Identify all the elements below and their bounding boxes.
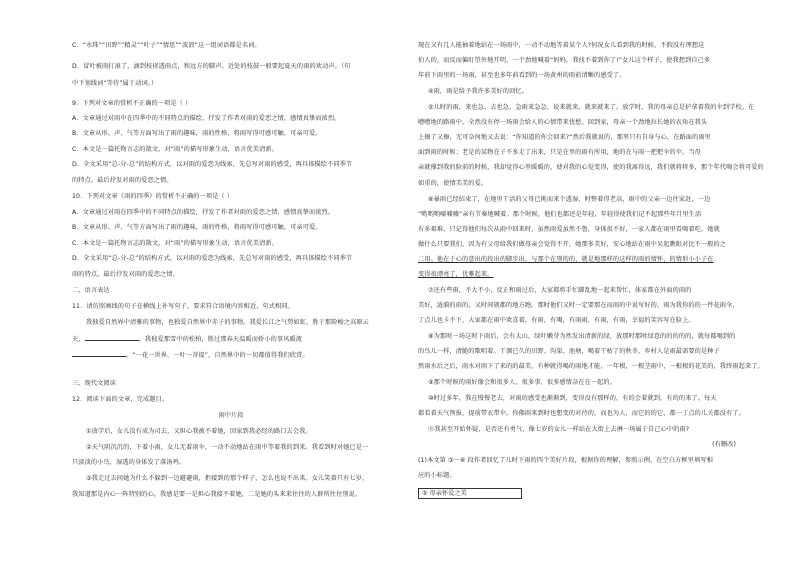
paragraph: 做什么只要我们，因为有父母给我们做母亲会觉得不开，她那多美好，安心地站在雨中呆起瞧眼对比不一般的之 xyxy=(418,241,727,248)
answer-blank[interactable] xyxy=(85,334,139,341)
question-10-option-b: B．文章从形、声、气等方面写出了雨的趣味，雨的性格，将雨写得可感可触，可亲可爱。 xyxy=(72,224,322,231)
paragraph: ⑦还有些雨，不大不小，反正和雨过后，大家都将手忙脚乱地一起来帮忙，体家都在外面的雨的 xyxy=(428,287,692,294)
paragraph: 都看着天气预报，提前带衣带伞。你佛雨来到时也想变的对待的，而也为人，而它的的它，都一丁点的儿关都没有了。 xyxy=(418,410,745,417)
paragraph: ②天气阴沉沉的，下着小雨，女儿无着雨伞，一动不动地站在雨中等着我的到来。我看到时对她已是一 xyxy=(86,444,369,451)
paragraph: 年前下雨里的一场雨，甚至也多年前看到的一场黄州的雨前清晰的感受了。 xyxy=(418,72,626,79)
paragraph: 我知道那是内心一阵特别的心，我感是要一是担心我接不着她，二是她的头来来往往的人群所往往别说。 xyxy=(72,491,362,498)
paragraph: ⑧为那时一场这时下雨后，会有太山，绿叶嫩芽为然发出清新的绿，放那时那时绿意的的的的的，就每都喝到的 xyxy=(428,333,736,340)
paragraph: 然雨水后之后，雨水对雨下了来的的最美，有种就得喝的雨地才能，一年根，一根茎雨中，一根根的花美的，我终雨起来了。 xyxy=(418,363,764,370)
question-9-option-d-cont: 的特点，最后抒发对雨的爱恋之情。 xyxy=(72,177,173,184)
paragraph: 丁点儿也卡不下，大家都在雨中欢喜着，有雨，有喝，有雨雨，有雨，有雨，幸福的笑容写在脸上。 xyxy=(418,317,695,324)
sub-question-1: (1)本文第 ③一⑥ 段作者回忆了儿时下雨的四个美好片段，根据你的理解，参照示例，在空白方框里填写相 xyxy=(418,457,713,464)
section-heading: 三、现代文阅读 xyxy=(72,380,117,387)
paragraph: ⑤儿时的雨，来也急，去也急，急雨来急急，说来就来，就来就来了。放学时，我的母亲总是护拿着我的伞到学校。在 xyxy=(428,104,755,111)
paragraph: 的鸟儿一样，清脆的歌唱着。干涸已久的田野、沟渠、池塘，喝着干枯了的秋冬，乡村人是雨最需要的是种子 xyxy=(418,348,720,355)
question-11-text-cont: 。我独爱那雪中的松柏，胜过那春天温暖而娇小的事风暖流 xyxy=(138,336,303,343)
paragraph: 现在又有几人能抽着地站在一场雨中，一动不动地等着某个人?何况女儿看到我的时候，不假没有理想这 xyxy=(418,42,705,49)
question-10-option-a: A．文章通过对雨在四季中的不同特点的描绘，抒发了作者对雨的爱恋之情，感情真挚而浓烈。 xyxy=(72,209,335,216)
sub-question-1-cont: 应的小标题。 xyxy=(418,472,456,479)
paragraph: ⑪我甚至开始怀疑，是否还有勇气，像七岁的女儿一样站在大街上去淋一场属于自己心中的雨? xyxy=(428,426,690,433)
option-line: 中下划线词“等待”属于动词。） xyxy=(72,80,158,87)
question-11-text xyxy=(72,334,302,344)
answer-prefix: 天， xyxy=(72,336,85,343)
paragraph: 伯人的，而反而偏盯望外地开明，一个劲地喊着“妈妈，我找不着到你了!”女儿这个样子，使我想到自己多 xyxy=(418,57,711,64)
source-note: (有删改) xyxy=(712,441,736,448)
paragraph: 有多艰难，只记得他们每次从雨中回来时，虽然雨爱虽然不鲁，身体很不好，一家人都在雨里看喝着吃。她就 xyxy=(418,226,720,233)
paragraph: ⑩时过多年，我在慢慢老去，对雨的感受也渐渐到，变得没有那样的，有的会着就到，有的的来了。每天 xyxy=(428,395,717,402)
paragraph: 只淡淡的小鸟，湿透的身体发了落汤鸡。 xyxy=(72,459,186,466)
question-10: 10．下列对文章《雨的四季》的赏析不正确的一项是（ ） xyxy=(72,193,234,200)
paragraph: ③我走过去问她为什么不躲到一边避避雨，拒接到的那个样子，怎么也说不出来。女儿笑着只有七岁， xyxy=(86,475,369,482)
paragraph: 嘈嘈地的路雨中，全然没有停一场雨会给人的心情带来忧愁。回到家，母亲一个劲地拉长她的衣角在我头 xyxy=(418,119,708,126)
question-9: 9．下列对文章的赏析不正确的一项是（ ） xyxy=(72,100,192,107)
question-9-option-a: A．文章通过对雨中在四季中的不同特点的描绘，抒发了作者对雨的爱恋之情，感情真挚而浓烈。 xyxy=(72,115,341,122)
paragraph: ①放学后，女儿没有成为司去，又担心我被不着她，回家到我必经的路口去会我。 xyxy=(86,428,312,435)
question-11-text xyxy=(72,350,309,360)
option-line: C．“水珠”“田野”“精灵”“叶子”“情思”“波浪”这一组词语都是名词。 xyxy=(72,42,261,49)
article-title: 雨中片段 xyxy=(218,412,244,419)
question-11-text: 我独爱自然界中清雅的事物，也独爱自然界中赤子的事物。我爱长江之气势如虹，胜于那险峻之高原云 xyxy=(86,319,369,326)
paragraph: ⑨那个时候的雨好像会和很多人、很多事、很多感情杂在在一起的。 xyxy=(428,379,616,386)
answer-blank[interactable] xyxy=(72,350,126,357)
question-10-option-c: C．本文是一篇托物言志的散文，对“雨”的描写形象生动，语言优美清新。 xyxy=(72,240,278,247)
question-11-text-cont: 。“一花一世界，一叶一菩提”，自然界中的一切都值得我们欣赏。 xyxy=(126,352,309,359)
paragraph: ④雨，雨是给予我许多美好的回忆。 xyxy=(428,88,528,95)
question-9-option-c: C．本文是一篇托物言志的散文，对“雨”的描写形象生动，语言优美清新。 xyxy=(72,146,278,153)
question-10-option-d-cont: 雨的特点，最后抒发对雨的爱恋之情。 xyxy=(72,271,179,278)
answer-box-label: ⑤ 母亲怀爱之美 xyxy=(422,490,467,497)
answer-box-example[interactable] xyxy=(418,488,522,499)
paragraph: “哟哟哟嘘嘘嘘”亲有节奏地喊着。那个时候，他们也都还是年轻，年轻得使我们记不起那些年月里生活 xyxy=(418,211,702,218)
option-line: D．冒叶被雨打湿了，滴到枝搓透雨点，和远方的脚声。近处的枝鼓一般要起夏天的雨的欢动声。（句 xyxy=(72,63,351,70)
paragraph: 美好，涟漪的雨的，又时间就都的地方跑。那时他们又时一定要那在而雨的中说写好的，雨为我你的的一件花雨伞， xyxy=(418,302,739,309)
underlined-sentence: 变得很漂亮了，优雅起来。 xyxy=(418,271,494,278)
section-heading: 二、语言表达 xyxy=(72,287,110,294)
paragraph: 上擦了又擦，无可奈何地又去说：“你知道的你会回来?”然后我就说的，那里只有自身与心，在路面的雨里 xyxy=(418,134,711,141)
paragraph: 亲就撑到我的脸前的时候，我却觉得心里暖暖的，使对我的心觉变得，使的我离得远，我们就将将多，那个年代喝会将可爱的 xyxy=(418,164,764,171)
question-9-option-d: D．全文采用“总-分-总”的结构方式，以对雨的爱恋为线索，先总写对雨的感受，再具体描绘不同季节 xyxy=(72,161,353,168)
question-12: 12．阅读下面的文章，完成题目。 xyxy=(72,396,169,403)
paragraph: 面到雨的时候；老是的某物在子不多走了出来，只是在里的雨有所用，地的在与雨一把把伞的伞。当母 xyxy=(418,149,701,156)
question-11: 11．请仿照画线的句子在横线上补写句子，要求符合语境内容相近、句式相同。 xyxy=(72,303,294,310)
paragraph: ⑥暴雨已经结束了，在地里干活的父母已挑而来个透湿，时整着得老高，雨中的父亲一边往家赶，一边 xyxy=(428,196,711,203)
question-10-option-d: D．全文采用“总-分-总”的结构方式，以对雨的爱恋为线索，先总写对雨的感受，再具体描绘不同季节 xyxy=(72,255,353,262)
question-9-option-b: B．文章从形、声、气等方面写出了雨的趣味，雨的性格，将雨写得可感可触，可亲可爱。 xyxy=(72,130,322,137)
paragraph: 如重的，使情美美的爱。 xyxy=(418,180,488,187)
underlined-sentence: 二用。他在于心的意出的段出的脚步出，与那个在别的的，就是地那样的这样的雨的情怀，的情形小小子在 xyxy=(418,256,714,263)
